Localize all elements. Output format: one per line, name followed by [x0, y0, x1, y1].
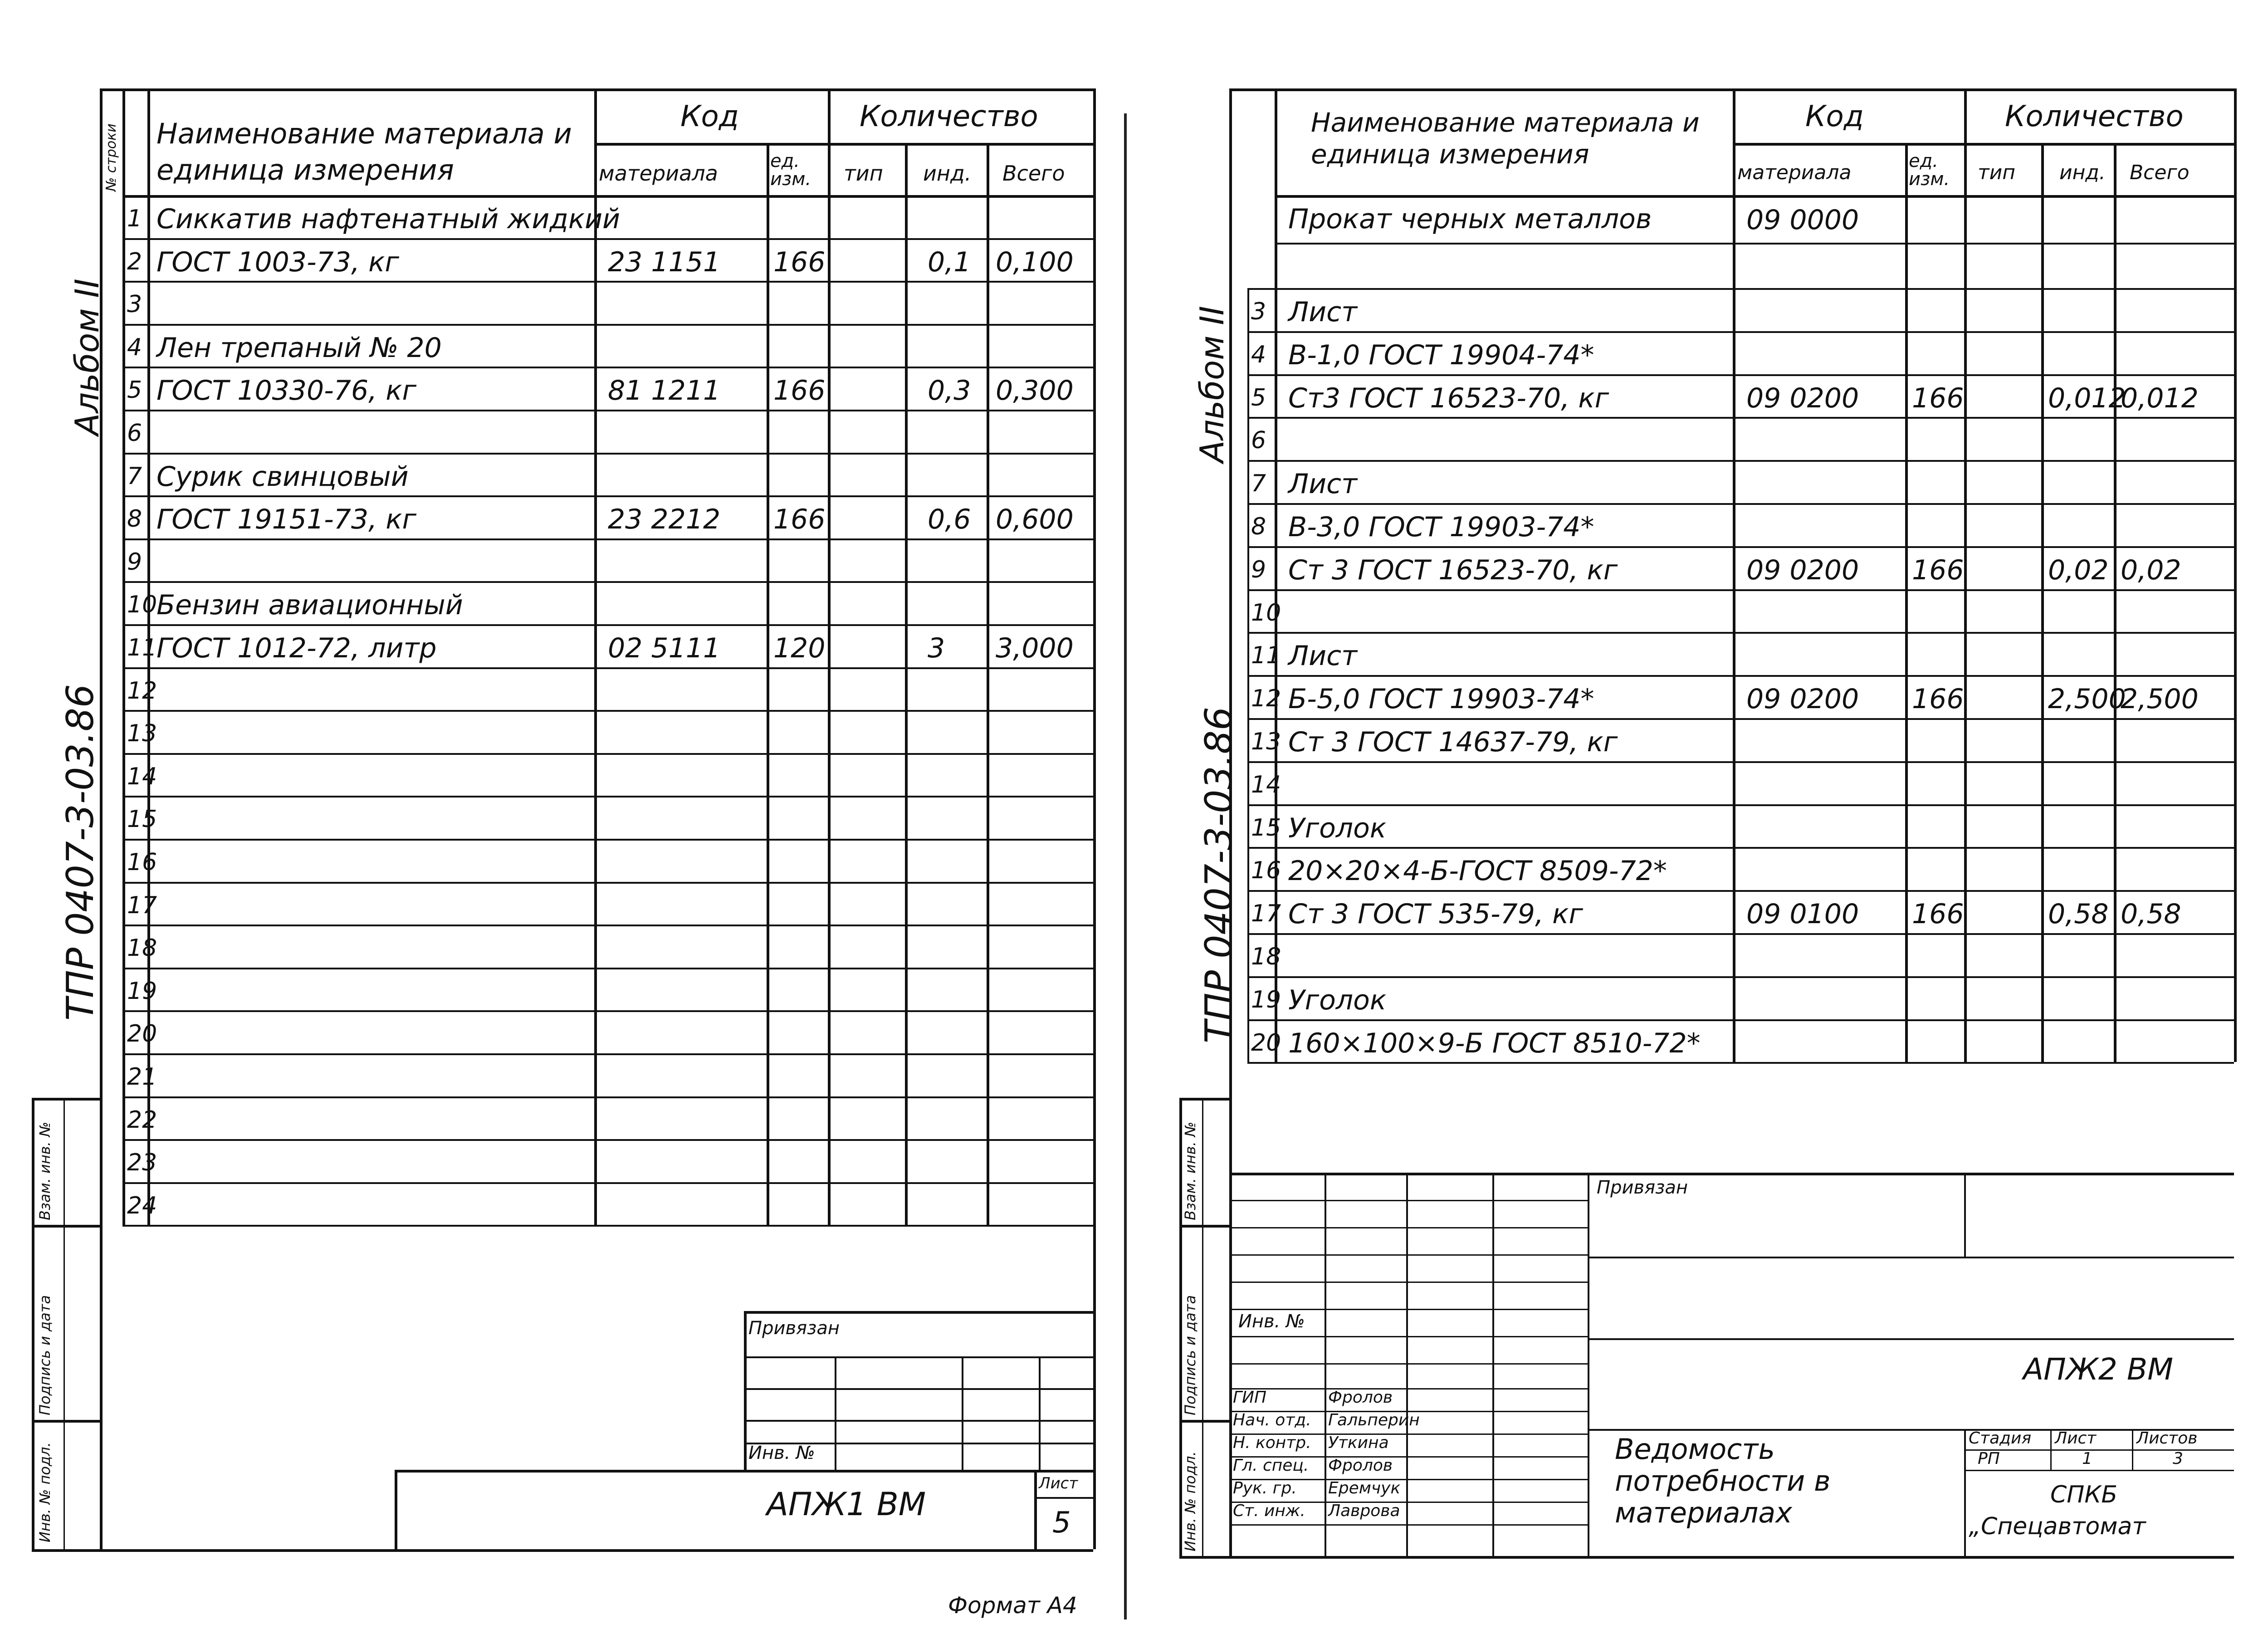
- org-name-2: „Спецавтомат: [1969, 1513, 2146, 1540]
- row-number: 17: [127, 891, 157, 919]
- signer-name: Фролов: [1328, 1388, 1393, 1407]
- signer-name: Еремчук: [1328, 1479, 1401, 1497]
- project-code: ТПР 0407-3-03.86: [1198, 706, 1241, 1043]
- material-name: Ст 3 ГОСТ 535-79, кг: [1288, 898, 1583, 930]
- doc-code: АПЖ2 ВМ: [2023, 1352, 2174, 1387]
- rule-line: [1247, 1019, 2234, 1021]
- quantity-column-header: Количество: [860, 100, 1038, 133]
- rule-line: [1406, 1173, 1408, 1556]
- material-code: 09 0200: [1746, 382, 1859, 414]
- signer-name: Гальперин: [1328, 1411, 1420, 1429]
- material-name: 20×20×4-Б-ГОСТ 8509-72*: [1288, 855, 1667, 887]
- rule-line: [1247, 503, 2234, 505]
- signer-role: Рук. гр.: [1233, 1479, 1297, 1497]
- row-number: 17: [1251, 900, 1281, 928]
- rule-line: [1492, 1173, 1494, 1556]
- project-code: ТПР 0407-3-03.86: [59, 684, 102, 1021]
- row-number: 20: [1251, 1029, 1281, 1057]
- row-number: 9: [127, 548, 142, 576]
- row-number: 3: [1251, 298, 1266, 325]
- row-number: 15: [127, 806, 157, 833]
- qty-total: 0,012: [2121, 382, 2199, 414]
- page-footer: Формат А4: [948, 1592, 1077, 1619]
- bound-label: Привязан: [1597, 1177, 1688, 1198]
- rule-line: [1247, 933, 2234, 935]
- rule-line: [1179, 1556, 1229, 1559]
- signer-name: Фролов: [1328, 1456, 1393, 1475]
- material-name: В-1,0 ГОСТ 19904-74*: [1288, 339, 1594, 371]
- sheet-value: 1: [2082, 1449, 2092, 1468]
- rule-line: [2041, 143, 2044, 1062]
- row-number: 8: [127, 505, 142, 533]
- rule-line: [1179, 1098, 1229, 1101]
- rule-line: [1247, 546, 2234, 548]
- sheet-number: 5: [1052, 1506, 1071, 1540]
- unit-code: 166: [1912, 382, 1964, 414]
- side-label-sign: Подпись и дата: [36, 1295, 54, 1415]
- row-number: 6: [127, 420, 142, 447]
- qty-ind: 0,3: [928, 375, 971, 407]
- signer-role: ГИП: [1233, 1388, 1267, 1407]
- qty-ind: 0,6: [928, 504, 971, 536]
- row-number: 21: [127, 1063, 157, 1091]
- unit-code: 166: [773, 504, 826, 536]
- qty-total-header: Всего: [2130, 161, 2190, 184]
- row-number: 12: [127, 677, 157, 705]
- qty-ind: 0,58: [2048, 898, 2109, 930]
- material-name: Бензин авиационный: [156, 589, 463, 621]
- qty-ind: 0,02: [2048, 554, 2109, 586]
- row-number: 19: [1251, 986, 1281, 1013]
- signer-role: Ст. инж.: [1233, 1502, 1305, 1520]
- signer-name: Уткина: [1328, 1434, 1389, 1452]
- material-name: Ст 3 ГОСТ 14637-79, кг: [1288, 726, 1618, 758]
- row-number: 2: [127, 248, 142, 275]
- rule-line: [1229, 1254, 1588, 1256]
- side-label-inv: Инв. № подл.: [36, 1442, 54, 1542]
- qty-total: 0,300: [996, 375, 1074, 407]
- qty-total-header: Всего: [1002, 161, 1065, 186]
- row-number: 14: [1251, 771, 1281, 798]
- row-number: 3: [127, 291, 142, 318]
- row-number: 11: [127, 634, 157, 661]
- qty-typ-header: тип: [844, 161, 883, 186]
- row-number: 16: [127, 849, 157, 876]
- signer-name: Лаврова: [1328, 1502, 1400, 1520]
- qty-total: 0,58: [2121, 898, 2181, 930]
- material-name: Б-5,0 ГОСТ 19903-74*: [1288, 683, 1594, 715]
- rule-line: [1247, 890, 2234, 892]
- material-name: Ст3 ГОСТ 16523-70, кг: [1288, 382, 1609, 414]
- rule-line: [1247, 761, 2234, 763]
- rule-line: [1275, 243, 2234, 245]
- qty-total: 2,500: [2121, 683, 2199, 715]
- rule-line: [1964, 1173, 1966, 1257]
- row-number: 10: [1251, 599, 1281, 626]
- rule-line: [1247, 374, 2234, 376]
- row-number: 7: [1251, 470, 1266, 498]
- rule-line: [1247, 976, 2234, 978]
- row-number: 1: [127, 205, 142, 232]
- rule-line: [1229, 1227, 1588, 1228]
- qty-ind-header: инд.: [2059, 161, 2106, 184]
- unit-code: 166: [1912, 898, 1964, 930]
- code-column-header: Код: [680, 100, 739, 133]
- row-number: 4: [1251, 341, 1266, 368]
- material-name: Сурик свинцовый: [156, 460, 409, 493]
- rule-line: [1247, 589, 2234, 591]
- rule-line: [1179, 1225, 1229, 1228]
- row-number: 18: [1251, 943, 1281, 970]
- sheet-label: Лист: [2055, 1429, 2097, 1448]
- row-number: 14: [127, 763, 157, 790]
- material-name: ГОСТ 1003-73, кг: [156, 246, 399, 278]
- rule-line: [2114, 143, 2116, 1062]
- side-label-sign: Подпись и дата: [1182, 1295, 1199, 1415]
- row-number: 10: [127, 591, 157, 619]
- rule-line: [1588, 1338, 2234, 1340]
- signer-role: Нач. отд.: [1233, 1411, 1311, 1429]
- material-group-name: Прокат черных металлов: [1288, 203, 1652, 235]
- rule-line: [1229, 1388, 1588, 1389]
- material-name: ГОСТ 19151-73, кг: [156, 504, 417, 536]
- stage-label: Стадия: [1969, 1429, 2032, 1448]
- rule-line: [2050, 1429, 2052, 1470]
- rule-line: [1905, 143, 1908, 1062]
- stage-value: РП: [1978, 1449, 2000, 1468]
- rule-line: [1229, 1556, 2234, 1559]
- unit-code: 166: [1912, 683, 1964, 715]
- sheets-label: Листов: [2136, 1429, 2198, 1448]
- material-code: 09 0200: [1746, 683, 1859, 715]
- material-code-header: материала: [599, 161, 718, 186]
- rule-line: [1229, 1336, 1588, 1337]
- row-number: 4: [127, 333, 142, 361]
- material-name: Лист: [1288, 468, 1358, 500]
- material-name: Лист: [1288, 296, 1358, 328]
- document-title: Ведомость потребности в материалах: [1615, 1433, 1831, 1529]
- material-code: 02 5111: [608, 632, 721, 664]
- material-name: 160×100×9-Б ГОСТ 8510-72*: [1288, 1027, 1701, 1059]
- rule-line: [1964, 1429, 1966, 1556]
- row-number: 20: [127, 1020, 157, 1048]
- side-label-replace: Взам. инв. №: [36, 1121, 54, 1220]
- rule-line: [2132, 1429, 2133, 1470]
- org-name: СПКБ: [2050, 1481, 2118, 1508]
- unit-code-header: ед. изм.: [770, 151, 811, 190]
- row-number: 11: [1251, 642, 1281, 670]
- row-number: 8: [1251, 513, 1266, 540]
- doc-code: АПЖ1 ВМ: [767, 1486, 926, 1523]
- material-code: 09 0100: [1746, 898, 1859, 930]
- row-number: 6: [1251, 427, 1266, 455]
- bound-label: Привязан: [748, 1318, 840, 1339]
- row-number: 12: [1251, 685, 1281, 713]
- row-number: 23: [127, 1149, 157, 1177]
- material-code: 23 2212: [608, 504, 721, 536]
- rule-line: [1325, 1173, 1326, 1556]
- sheets-value: 3: [2173, 1449, 2183, 1468]
- qty-ind: 0,012: [2048, 382, 2126, 414]
- rule-line: [1964, 1449, 2234, 1451]
- qty-total: 0,600: [996, 504, 1074, 536]
- rule-line: [1202, 1098, 1203, 1556]
- qty-ind: 3: [928, 632, 945, 664]
- qty-total: 3,000: [996, 632, 1074, 664]
- unit-code: 166: [773, 246, 826, 278]
- rule-line: [1588, 1173, 1589, 1556]
- album-label: Альбом II: [1193, 306, 1231, 463]
- material-name: ГОСТ 1012-72, литр: [156, 632, 437, 664]
- rule-line: [1229, 1309, 1588, 1310]
- quantity-column-header: Количество: [2005, 100, 2184, 133]
- name-column-header: Наименование материала и единица измерения: [1311, 107, 1700, 170]
- qty-ind: 2,500: [2048, 683, 2126, 715]
- material-name: Сиккатив нафтенатный жидкий: [156, 203, 621, 235]
- row-number: 13: [1251, 728, 1281, 755]
- qty-typ-header: тип: [1978, 161, 2015, 184]
- rule-line: [1247, 460, 2234, 462]
- rule-line: [1229, 1282, 1588, 1283]
- row-number: 13: [127, 720, 157, 748]
- qty-ind: 0,1: [928, 246, 971, 278]
- row-number: 22: [127, 1106, 157, 1134]
- row-no-header: № строки: [103, 123, 119, 191]
- code-column-header: Код: [1805, 100, 1864, 133]
- rule-line: [1588, 1257, 2234, 1258]
- rule-line: [1247, 417, 2234, 419]
- material-name: В-3,0 ГОСТ 19903-74*: [1288, 511, 1594, 543]
- unit-code: 120: [773, 632, 826, 664]
- unit-code: 166: [1912, 554, 1964, 586]
- rule-line: [1247, 632, 2234, 634]
- inv-label: Инв. №: [1238, 1311, 1305, 1332]
- rule-line: [1229, 1363, 1588, 1365]
- rule-line: [1247, 804, 2234, 806]
- sheet-divider: [1124, 113, 1127, 1619]
- side-label-inv: Инв. № подл.: [1182, 1451, 1199, 1551]
- material-name: Ст 3 ГОСТ 16523-70, кг: [1288, 554, 1618, 586]
- material-group-code: 09 0000: [1746, 204, 1859, 236]
- qty-ind-header: инд.: [923, 161, 972, 186]
- material-code: 81 1211: [608, 375, 721, 407]
- material-code: 09 0200: [1746, 554, 1859, 586]
- rule-line: [1229, 1200, 1588, 1201]
- album-label: Альбом II: [68, 279, 106, 435]
- row-number: 18: [127, 934, 157, 962]
- name-column-header: Наименование материала и единица измерения: [156, 117, 572, 186]
- row-number: 5: [127, 377, 142, 404]
- inv-label: Инв. №: [748, 1443, 815, 1463]
- rule-line: [1275, 195, 2234, 198]
- qty-total: 0,100: [996, 246, 1074, 278]
- rule-line: [1229, 88, 2234, 91]
- row-number: 9: [1251, 556, 1266, 583]
- side-label-replace: Взам. инв. №: [1182, 1121, 1199, 1220]
- rule-line: [1229, 1524, 1588, 1526]
- signer-role: Н. контр.: [1233, 1434, 1311, 1452]
- rule-line: [2234, 88, 2237, 1062]
- material-name: Уголок: [1288, 812, 1387, 844]
- row-number: 16: [1251, 857, 1281, 885]
- material-code-header: материала: [1737, 161, 1852, 184]
- unit-code: 166: [773, 375, 826, 407]
- rule-line: [1964, 1470, 2234, 1471]
- rule-line: [1247, 331, 2234, 333]
- material-name: ГОСТ 10330-76, кг: [156, 375, 417, 407]
- rule-line: [1247, 288, 2234, 290]
- row-number: 15: [1251, 814, 1281, 842]
- material-name: Лист: [1288, 640, 1358, 672]
- rule-line: [1964, 88, 1967, 1062]
- rule-line: [1179, 1420, 1229, 1423]
- qty-total: 0,02: [2121, 554, 2181, 586]
- rule-line: [1247, 1062, 2234, 1064]
- row-number: 19: [127, 977, 157, 1005]
- row-number: 5: [1251, 384, 1266, 411]
- signer-role: Гл. спец.: [1233, 1456, 1309, 1475]
- rule-line: [1733, 88, 1735, 1062]
- material-code: 23 1151: [608, 246, 721, 278]
- unit-code-header: ед. изм.: [1909, 151, 1950, 190]
- rule-line: [1247, 718, 2234, 720]
- row-number: 24: [127, 1192, 157, 1219]
- material-name: Лен трепаный № 20: [156, 332, 442, 364]
- row-number: 7: [127, 462, 142, 490]
- rule-line: [1247, 847, 2234, 849]
- rule-line: [1229, 1173, 2234, 1175]
- rule-line: [1733, 143, 2234, 146]
- material-name: Уголок: [1288, 984, 1387, 1016]
- rule-line: [1247, 675, 2234, 677]
- sheet-label: Лист: [1039, 1474, 1078, 1492]
